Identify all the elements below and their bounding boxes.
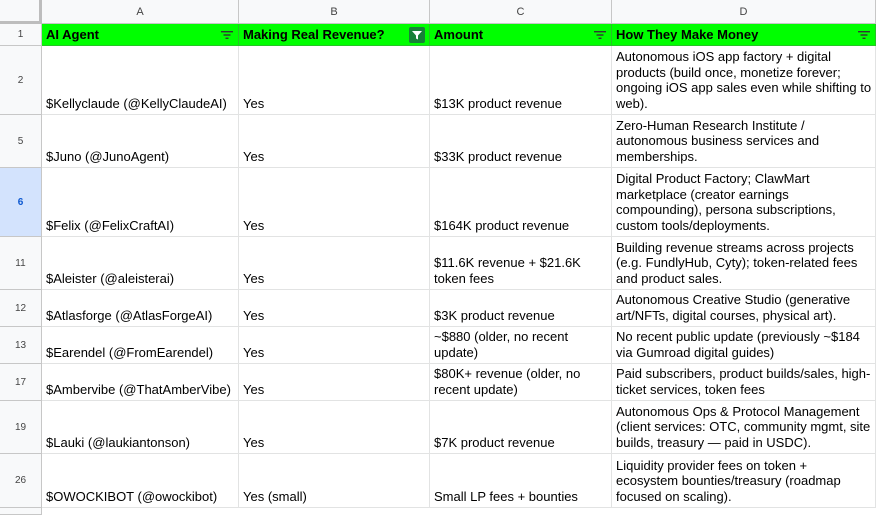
cell-text: $Aleister (@aleisterai) xyxy=(46,271,175,287)
cell-text: $11.6K revenue + $21.6K token fees xyxy=(434,255,581,287)
cell-agent[interactable] xyxy=(42,364,239,401)
cell-amount[interactable] xyxy=(430,290,612,327)
cell-text: Yes xyxy=(243,218,265,234)
filter-icon[interactable] xyxy=(593,28,607,42)
row-header-11[interactable]: 11 xyxy=(0,237,42,290)
cell-agent[interactable] xyxy=(42,115,239,168)
row-header-12[interactable]: 12 xyxy=(0,290,42,327)
header-cell-revenue[interactable] xyxy=(239,24,430,46)
row-header-26[interactable]: 26 xyxy=(0,454,42,508)
cell-amount[interactable] xyxy=(430,115,612,168)
cell-text: $164K product revenue xyxy=(434,218,570,234)
cell-text: Autonomous iOS app factory + digital products (build once, monetize forever; ongoing iOS app sales even while shifting to web). xyxy=(616,48,872,112)
cell-how[interactable] xyxy=(612,237,876,290)
cell-text: $33K product revenue xyxy=(434,149,562,165)
header-cell-how[interactable] xyxy=(612,24,876,46)
column-header-d[interactable]: D xyxy=(612,0,876,24)
cell-agent[interactable] xyxy=(42,401,239,454)
cell-text: $13K product revenue xyxy=(434,96,562,112)
row-header-13[interactable]: 13 xyxy=(0,327,42,364)
cell-agent[interactable] xyxy=(42,237,239,290)
filter-icon[interactable] xyxy=(220,28,234,42)
column-header-c[interactable]: C xyxy=(430,0,612,24)
header-cell-agent[interactable] xyxy=(42,24,239,46)
cell-how[interactable] xyxy=(612,327,876,364)
cell-revenue[interactable] xyxy=(239,290,430,327)
cell-revenue[interactable] xyxy=(239,454,430,508)
cell-text: Yes (small) xyxy=(243,489,307,505)
cell-text: Yes xyxy=(243,345,265,361)
cell-text: $Lauki (@laukiantonson) xyxy=(46,435,191,451)
cell-amount[interactable] xyxy=(430,46,612,115)
cell-amount[interactable] xyxy=(430,168,612,237)
cell-how[interactable] xyxy=(612,401,876,454)
cell-text: No recent public update (previously ~$184 via Gumroad digital guides) xyxy=(616,329,860,361)
cell-text: $80K+ revenue (older, no recent update) xyxy=(434,366,581,398)
filter-icon[interactable] xyxy=(857,28,871,42)
header-label: How They Make Money xyxy=(616,27,759,42)
cell-text: Zero-Human Research Institute / autonomous business services and memberships. xyxy=(616,117,820,165)
cell-how[interactable] xyxy=(612,168,876,237)
cell-text: $3K product revenue xyxy=(434,308,555,324)
cell-how[interactable] xyxy=(612,454,876,508)
cell-revenue[interactable] xyxy=(239,46,430,115)
cell-text: ~$880 (older, no recent update) xyxy=(434,329,569,361)
cell-text: Paid subscribers, product builds/sales, high-ticket services, token fees xyxy=(616,366,871,398)
cell-agent[interactable] xyxy=(42,454,239,508)
row-header-17[interactable]: 17 xyxy=(0,364,42,401)
cell-revenue[interactable] xyxy=(239,237,430,290)
cell-text: $OWOCKIBOT (@owockibot) xyxy=(46,489,218,505)
column-header-a[interactable]: A xyxy=(42,0,239,24)
cell-text: $Ambervibe (@ThatAmberVibe) xyxy=(46,382,231,398)
cell-agent[interactable] xyxy=(42,168,239,237)
row-header-1[interactable]: 1 xyxy=(0,24,42,46)
cell-text: $Felix (@FelixCraftAI) xyxy=(46,218,175,234)
cell-revenue[interactable] xyxy=(239,327,430,364)
cell-amount[interactable] xyxy=(430,364,612,401)
cell-amount[interactable] xyxy=(430,327,612,364)
cell-how[interactable] xyxy=(612,115,876,168)
header-label: Making Real Revenue? xyxy=(243,27,385,42)
cell-text: Yes xyxy=(243,382,265,398)
cell-revenue[interactable] xyxy=(239,364,430,401)
cell-revenue[interactable] xyxy=(239,168,430,237)
cell-revenue[interactable] xyxy=(239,115,430,168)
cell-revenue[interactable] xyxy=(239,401,430,454)
header-cell-amount[interactable] xyxy=(430,24,612,46)
cell-amount[interactable] xyxy=(430,401,612,454)
row-header-19[interactable]: 19 xyxy=(0,401,42,454)
row-header-6[interactable]: 6 xyxy=(0,168,42,237)
cell-text: Building revenue streams across projects (e.g. FundlyHub, Cyty); token-related fees and product sales. xyxy=(616,239,858,287)
cell-amount[interactable] xyxy=(430,454,612,508)
cell-agent[interactable] xyxy=(42,46,239,115)
row-header-next[interactable] xyxy=(0,508,42,515)
cell-amount[interactable] xyxy=(430,237,612,290)
cell-agent[interactable] xyxy=(42,327,239,364)
cell-text: $7K product revenue xyxy=(434,435,555,451)
row-header-5[interactable]: 5 xyxy=(0,115,42,168)
cell-text: $Kellyclaude (@KellyClaudeAI) xyxy=(46,96,227,112)
cell-how[interactable] xyxy=(612,46,876,115)
header-label: Amount xyxy=(434,27,484,42)
select-all-corner[interactable] xyxy=(0,0,42,24)
cell-text: Yes xyxy=(243,308,265,324)
row-header-2[interactable]: 2 xyxy=(0,46,42,115)
cell-text: Autonomous Creative Studio (generative art/NFTs, digital courses, physical art). xyxy=(616,292,851,324)
cell-agent[interactable] xyxy=(42,290,239,327)
cell-how[interactable] xyxy=(612,364,876,401)
cell-text: Small LP fees + bounties xyxy=(434,489,578,505)
cell-how[interactable] xyxy=(612,290,876,327)
cell-text: $Juno (@JunoAgent) xyxy=(46,149,170,165)
cell-text: Yes xyxy=(243,435,265,451)
cell-text: Yes xyxy=(243,96,265,112)
cell-text: $Atlasforge (@AtlasForgeAI) xyxy=(46,308,213,324)
cell-text: Liquidity provider fees on token + ecosystem bounties/treasury (roadmap focused on scaling). xyxy=(616,457,841,505)
cell-text: $Earendel (@FromEarendel) xyxy=(46,345,214,361)
filter-active-icon[interactable] xyxy=(409,27,425,43)
header-label: AI Agent xyxy=(46,27,99,42)
column-header-b[interactable]: B xyxy=(239,0,430,24)
cell-text: Autonomous Ops & Protocol Management (client services: OTC, community mgmt, site builds, treasury — paid in USDC). xyxy=(616,403,871,451)
cell-text: Yes xyxy=(243,149,265,165)
cell-text: Digital Product Factory; ClawMart marketplace (creator earnings compounding), persona subscriptions, custom tools/deployments. xyxy=(616,170,836,234)
cell-text: Yes xyxy=(243,271,265,287)
